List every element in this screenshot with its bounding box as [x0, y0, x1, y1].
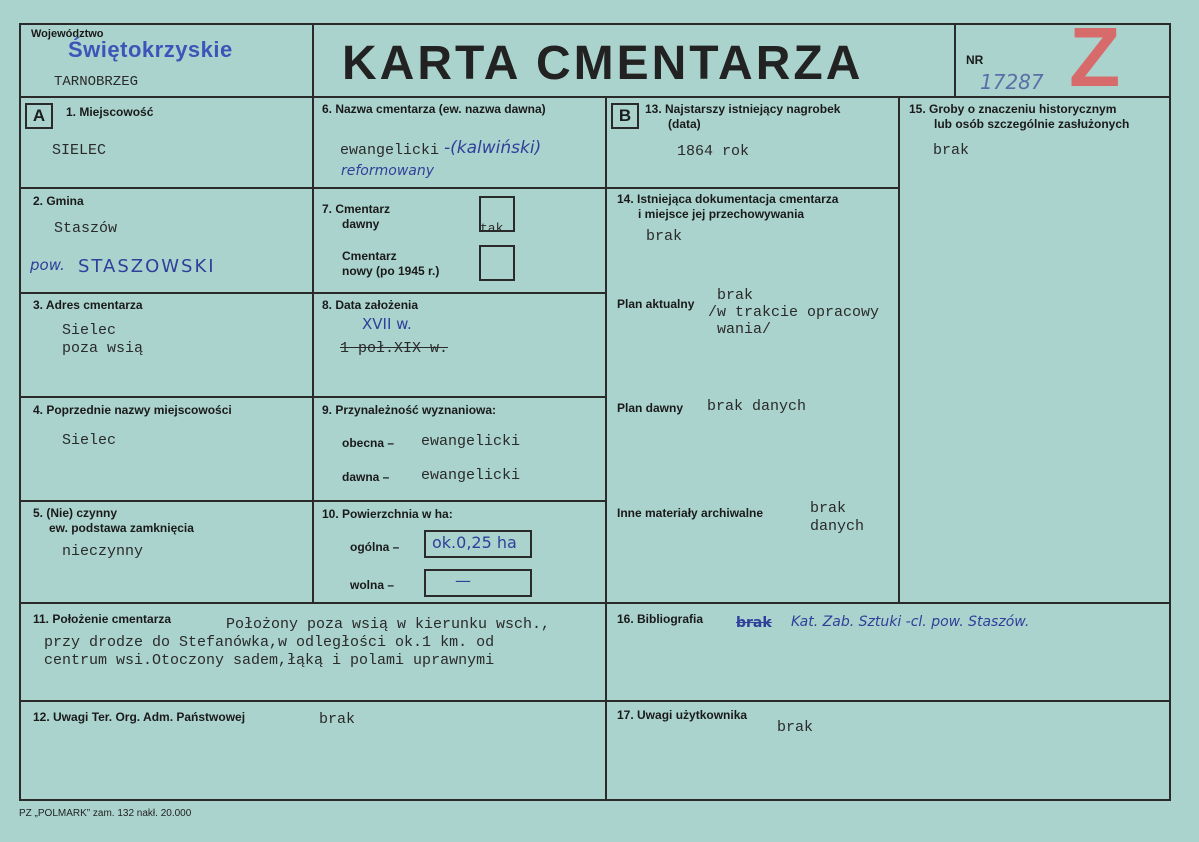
field-10-free-label: wolna –: [350, 578, 395, 592]
field-13-value: 1864 rok: [677, 143, 750, 160]
field-9-former-value: ewangelicki: [421, 467, 521, 484]
field-7-new-label-1: Cmentarz: [342, 249, 397, 263]
field-6-label: 6. Nazwa cmentarza (ew. nazwa dawna): [322, 102, 546, 116]
field-10-free-value: —: [455, 571, 471, 590]
divider-col1: [312, 23, 314, 602]
field-3-line2: poza wsią: [62, 340, 144, 357]
field-10-total-label: ogólna –: [350, 540, 400, 554]
field-4-value: Sielec: [62, 432, 117, 449]
field-2-label: 2. Gmina: [33, 194, 84, 208]
field-14-current-plan-line3: wania/: [717, 321, 772, 338]
divider-col2: [605, 96, 607, 800]
field-7-old-label-2: dawny: [342, 217, 380, 231]
field-9-former-label: dawna –: [342, 470, 390, 484]
field-7-new-label-2: nowy (po 1945 r.): [342, 264, 440, 278]
field-1-value: SIELEC: [52, 142, 107, 159]
divider-col3: [898, 96, 900, 602]
field-16-label: 16. Bibliografia: [617, 612, 704, 626]
field-13-label-1: 13. Najstarszy istniejący nagrobek: [645, 102, 841, 116]
field-14-current-plan-line2: /w trakcie opracowy: [708, 304, 880, 321]
field-2-hand-value: STASZOWSKI: [78, 256, 216, 277]
field-14-other-line2: danych: [810, 518, 865, 535]
field-6-value: ewangelicki: [340, 142, 440, 159]
field-11-line2: przy drodze do Stefanówka,w odległości ok.1 km. od: [44, 634, 495, 651]
field-14-label-2: i miejsce jej przechowywania: [638, 207, 805, 221]
field-9-current-value: ewangelicki: [421, 433, 521, 450]
field-12-value: brak: [319, 711, 356, 728]
section-b-box: B: [611, 103, 639, 129]
field-14-current-plan-line1: brak: [717, 287, 754, 304]
field-17-label: 17. Uwagi użytkownika: [617, 708, 748, 722]
field-17-value: brak: [777, 719, 814, 736]
field-5-value: nieczynny: [62, 543, 144, 560]
field-7-old-label-1: 7. Cmentarz: [322, 202, 391, 216]
field-4-label: 4. Poprzednie nazwy miejscowości: [33, 403, 232, 417]
field-14-label-1: 14. Istniejąca dokumentacja cmentarza: [617, 192, 839, 206]
field-14-old-plan-value: brak danych: [707, 398, 807, 415]
field-9-current-label: obecna –: [342, 436, 395, 450]
field-2-hand-prefix: pow.: [30, 256, 65, 274]
field-2-value: Staszów: [54, 220, 118, 237]
divider-header: [19, 96, 1171, 98]
field-11-line3: centrum wsi.Otoczony sadem,łąką i polami uprawnymi: [44, 652, 495, 669]
field-5-label-2: ew. podstawa zamknięcia: [49, 521, 194, 535]
field-6-hand-addition: -(kalwiński): [444, 138, 542, 158]
field-11-line1: Położony poza wsią w kierunku wsch.,: [226, 616, 551, 633]
field-5-label-1: 5. (Nie) czynny: [33, 506, 118, 520]
field-16-hand-value: Kat. Zab. Sztuki -cl. pow. Staszów.: [791, 614, 1030, 630]
field-7-new-checkbox[interactable]: [479, 245, 515, 281]
field-16-struck-value: brak: [736, 615, 772, 631]
field-15-label-1: 15. Groby o znaczeniu historycznym: [909, 102, 1117, 116]
field-14-other-line1: brak: [810, 500, 847, 517]
printer-footer: PZ „POLMARK” zam. 132 nakł. 20.000: [19, 808, 192, 819]
divider-row5: [19, 602, 1171, 604]
field-8-struck-value: 1 poł.XIX w.: [340, 340, 449, 357]
field-8-hand-value: XVII w.: [362, 315, 412, 333]
field-10-label: 10. Powierzchnia w ha:: [322, 507, 453, 521]
field-3-label: 3. Adres cmentarza: [33, 298, 143, 312]
field-13-label-2: (data): [668, 117, 701, 131]
field-14-current-plan-label: Plan aktualny: [617, 297, 695, 311]
field-14-other-label: Inne materiały archiwalne: [617, 506, 764, 520]
divider-nr: [954, 23, 956, 96]
voivodeship-stamp: Świętokrzyskie: [68, 37, 233, 62]
field-12-label: 12. Uwagi Ter. Org. Adm. Państwowej: [33, 710, 246, 724]
big-letter-stamp: Z: [1069, 10, 1121, 104]
field-10-total-value: ok.0,25 ha: [432, 533, 517, 552]
voivodeship-label: Województwo: [31, 28, 104, 40]
page-title: KARTA CMENTARZA: [342, 37, 864, 90]
field-6-hand-line2: reformowany: [341, 163, 435, 179]
field-1-label: 1. Miejscowość: [66, 105, 154, 119]
field-8-label: 8. Data założenia: [322, 298, 419, 312]
nr-value: 17287: [980, 70, 1044, 94]
nr-label: NR: [966, 53, 984, 67]
divider-14-top: [606, 187, 900, 189]
field-14-value: brak: [646, 228, 683, 245]
section-a-box: A: [25, 103, 53, 129]
field-14-old-plan-label: Plan dawny: [617, 401, 684, 415]
field-9-label: 9. Przynależność wyznaniowa:: [322, 403, 497, 417]
field-15-label-2: lub osób szczególnie zasłużonych: [934, 117, 1130, 131]
divider-row6: [19, 700, 1171, 702]
field-10-free-box[interactable]: [424, 569, 532, 597]
field-15-value: brak: [933, 142, 970, 159]
field-11-label: 11. Położenie cmentarza: [33, 612, 172, 626]
field-3-line1: Sielec: [62, 322, 117, 339]
old-voivodeship: TARNOBRZEG: [54, 74, 139, 90]
field-7-old-value: tak: [480, 221, 504, 236]
